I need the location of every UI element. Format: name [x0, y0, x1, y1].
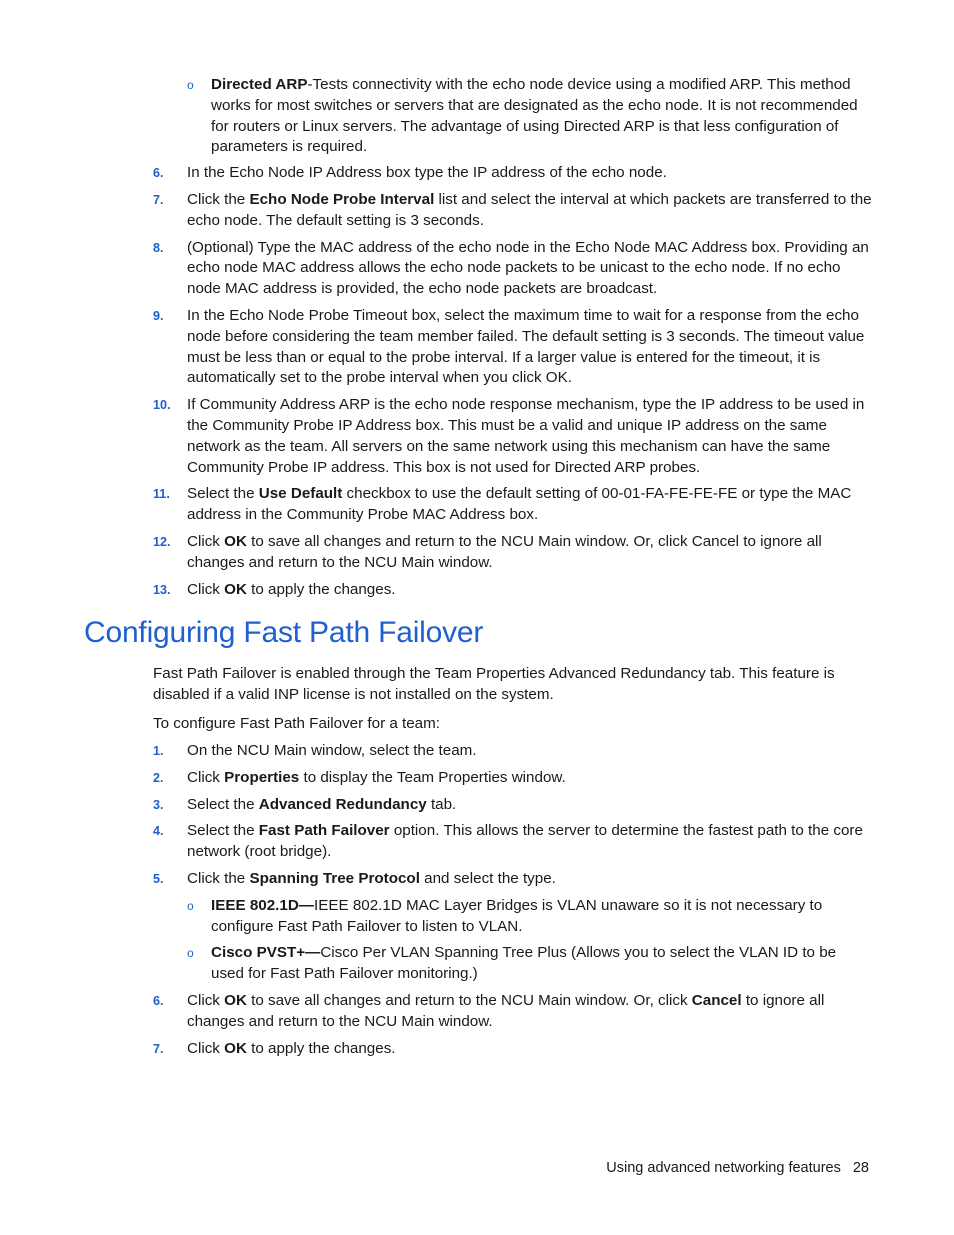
step-text: Click the: [187, 190, 250, 208]
step-number: 12.: [153, 534, 171, 549]
step-number: 9.: [153, 308, 164, 323]
list-item: [0, 1039, 954, 1060]
step-text: Select the: [187, 485, 259, 503]
section-lead: To configure Fast Path Failover for a team:: [153, 715, 441, 732]
list-item: [0, 795, 954, 816]
step-number: 13.: [153, 582, 171, 597]
list-item: [0, 741, 954, 762]
step-text: to apply the changes.: [246, 580, 396, 598]
step-number: 4.: [153, 824, 164, 839]
step-text: list and select the interval at which packets are transferred to the echo node. The default setting is 3 seconds.: [187, 190, 872, 229]
footer-title: Using advanced networking features: [606, 1160, 841, 1176]
step-bold-term: OK: [224, 991, 247, 1009]
step-bold-term: Spanning Tree Protocol: [249, 869, 420, 887]
sub-item-text: -Tests connectivity with the echo node device using a modified ARP. This method works for most switches or servers that are designated as the echo node. It is not recommended for routers or Linux servers. The advantage of using Directed ARP is that less configuration of parameters is required.: [211, 76, 858, 156]
step-text: Click: [187, 768, 225, 786]
list-item: [0, 484, 954, 526]
list-item: [0, 768, 954, 789]
bullet-icon: o: [187, 946, 194, 961]
sub-item-term: Cisco PVST+—: [211, 944, 321, 962]
step-text: Click the: [187, 869, 250, 887]
step-text: Click: [187, 580, 225, 598]
step-text: to display the Team Properties window.: [299, 768, 566, 786]
step-text: Click: [187, 991, 225, 1009]
step-text: option. This allows the server to determine the fastest path to the core network (root bridge).: [187, 822, 863, 861]
step-text: Click: [187, 1039, 225, 1057]
step-text: to apply the changes.: [246, 1039, 396, 1057]
sub-item-text: Cisco Per VLAN Spanning Tree Plus (Allows you to select the VLAN ID to be used for Fast Path Failover monitoring.): [211, 944, 837, 983]
list-item: [0, 532, 954, 574]
section-intro: Fast Path Failover is enabled through the Team Properties Advanced Redundancy tab. This feature is disabled if a valid INP license is not installed on the system.: [153, 665, 835, 703]
step-bold-term: OK: [224, 532, 247, 550]
step-bold-term: Advanced Redundancy: [258, 795, 427, 813]
list-item: [0, 395, 954, 478]
list-item: [0, 190, 954, 232]
step-number: 3.: [153, 797, 164, 812]
sub-item-cisco: [0, 943, 954, 985]
step-text: checkbox to use the default setting of 00-01-FA-FE-FE-FE or type the MAC address in the Community Probe MAC Address box.: [187, 485, 852, 524]
step-bold-term: Cancel: [691, 991, 742, 1009]
step-bold-term: Properties: [224, 768, 300, 786]
list-item: [0, 238, 954, 300]
step-bold-term: OK: [224, 580, 247, 598]
step-text: On the NCU Main window, select the team.: [187, 742, 477, 759]
step-text: In the Echo Node IP Address box type the IP address of the echo node.: [187, 164, 667, 182]
fast-path-steps: [0, 741, 954, 1059]
step-text: Click: [187, 532, 225, 550]
step-number: 10.: [153, 398, 171, 413]
section-heading: Configuring Fast Path Failover: [84, 616, 484, 649]
sub-item-term: IEEE 802.1D—: [211, 896, 314, 914]
step-number: 5.: [153, 871, 164, 886]
step-text: to ignore all changes and return to the NCU Main window.: [187, 991, 825, 1030]
list-item: [0, 163, 954, 184]
step-number: 6.: [153, 166, 164, 181]
step-bold-term: OK: [224, 1039, 247, 1057]
list-item: [0, 821, 954, 863]
step-number: 6.: [153, 993, 164, 1008]
step-text: Select the: [187, 795, 259, 813]
list-item: [0, 991, 954, 1033]
bullet-icon: o: [187, 78, 194, 92]
step-text: to save all changes and return to the NCU Main window. Or, click: [246, 991, 692, 1009]
step-number: 2.: [153, 770, 164, 785]
step-text: In the Echo Node Probe Timeout box, select the maximum time to wait for a response from the echo node before considering the team member failed. The default setting is 3 seconds. The timeout value must be less than or equal to the probe interval. If a larger value is entered for the timeout, it is automatically set to the probe interval when you click OK.: [187, 306, 865, 387]
step-bold-term: Fast Path Failover: [258, 822, 390, 840]
step-text: tab.: [426, 795, 457, 813]
sub-item-ieee: [0, 896, 954, 938]
list-item: [0, 869, 954, 890]
step-number: 8.: [153, 240, 164, 255]
page-footer: [606, 1158, 869, 1178]
step-text: If Community Address ARP is the echo node response mechanism, type the IP address to be used in the Community Probe IP Address box. This must be a valid and unique IP address on the same network as the team. All servers on the same network using this mechanism can have the same Community Probe IP address. This box is not used for Directed ARP probes.: [187, 396, 865, 476]
step-text: and select the type.: [419, 869, 556, 887]
step-text: Select the: [187, 822, 259, 840]
step-text: to save all changes and return to the NCU Main window. Or, click Cancel to ignore all changes and return to the NCU Main window.: [187, 532, 822, 571]
echo-node-steps: [0, 75, 954, 600]
step-bold-term: Echo Node Probe Interval: [249, 190, 435, 208]
sub-item-text: IEEE 802.1D MAC Layer Bridges is VLAN unaware so it is not necessary to configure Fast Path Failover to listen to VLAN.: [211, 896, 823, 935]
step-bold-term: Use Default: [258, 485, 343, 503]
page-number: 28: [852, 1160, 869, 1176]
list-item: [0, 306, 954, 389]
step-text: (Optional) Type the MAC address of the echo node in the Echo Node MAC Address box. Providing an echo node MAC address allows the echo node packets to be unicast to the echo node. If no echo node MAC address is provided, the echo node packets are broadcast.: [187, 238, 869, 298]
list-item: [0, 580, 954, 601]
step-number: 11.: [153, 487, 170, 502]
step-number: 7.: [153, 1041, 164, 1056]
bullet-icon: o: [187, 898, 194, 913]
sub-item-directed-arp: [0, 75, 954, 158]
step-number: 7.: [153, 192, 164, 207]
sub-item-term: Directed ARP: [211, 76, 308, 93]
step-number: 1.: [153, 744, 164, 758]
